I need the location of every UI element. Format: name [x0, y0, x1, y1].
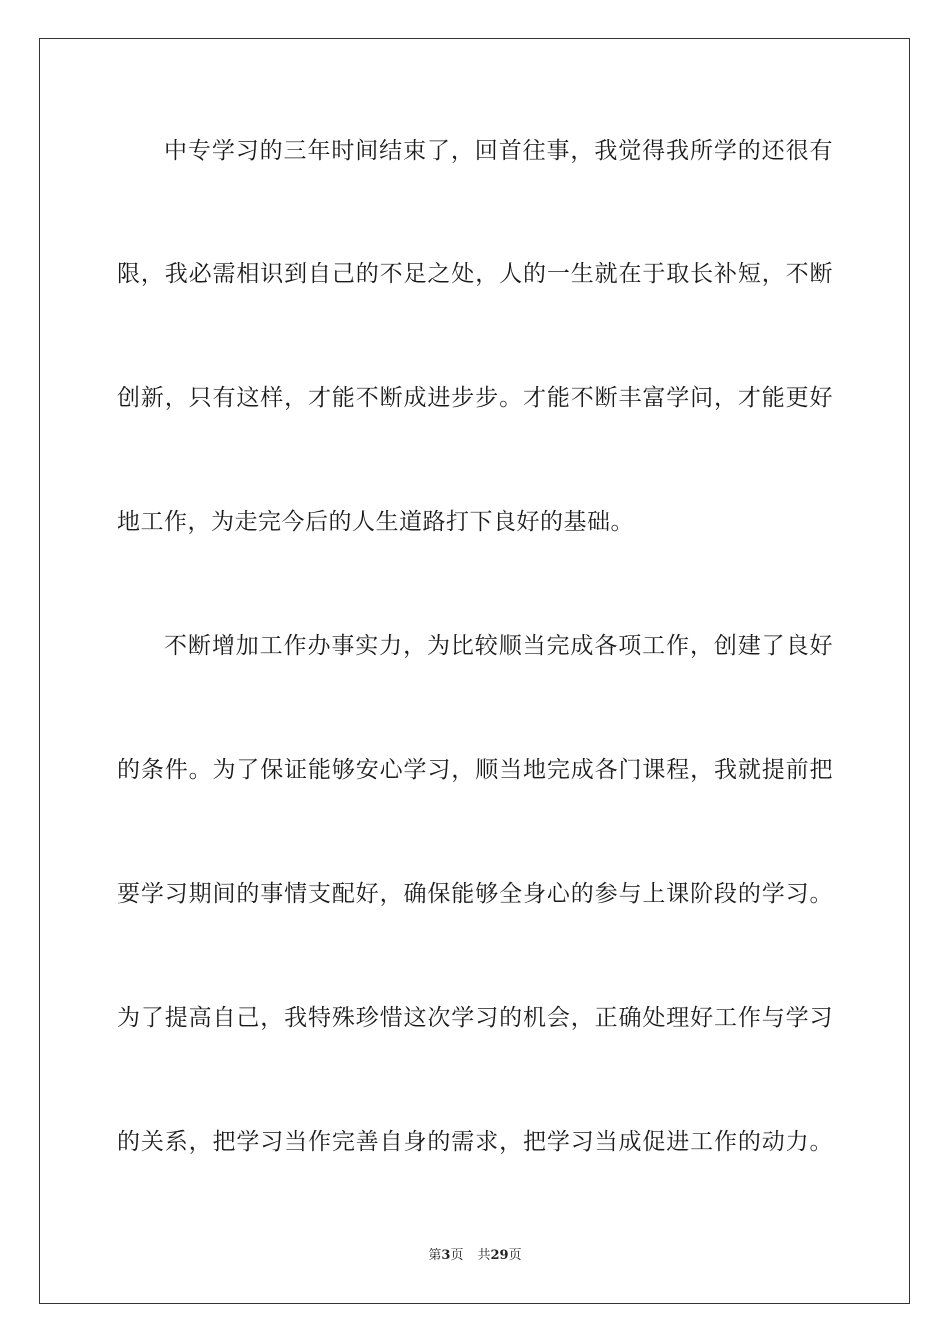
- total-pages: 29: [490, 1248, 509, 1263]
- total-suffix: 页: [508, 1248, 522, 1263]
- page-number: 3: [441, 1248, 451, 1263]
- page-prefix: 第: [428, 1248, 442, 1263]
- paragraph-2-line-3: 要学习期间的事情支配好，确保能够全身心的参与上课阶段的学习。: [117, 881, 833, 907]
- paragraph-1-line-4: 地工作，为走完今后的人生道路打下良好的基础。: [117, 509, 634, 535]
- paragraph-2-line-4: 为了提高自己，我特殊珍惜这次学习的机会，正确处理好工作与学习: [117, 1005, 833, 1031]
- page-border: [39, 38, 910, 1304]
- paragraph-2-line-5: 的关系，把学习当作完善自身的需求，把学习当成促进工作的动力。: [117, 1129, 833, 1155]
- page-suffix: 页: [450, 1248, 464, 1263]
- page-footer: [0, 1247, 950, 1265]
- paragraph-2-line-1: 不断增加工作办事实力，为比较顺当完成各项工作，创建了良好: [164, 633, 833, 659]
- total-prefix: 共: [477, 1248, 491, 1263]
- paragraph-1-line-3: 创新，只有这样，才能不断成进步步。才能不断丰富学问，才能更好: [117, 385, 833, 411]
- paragraph-2-line-2: 的条件。为了保证能够安心学习，顺当地完成各门课程，我就提前把: [117, 757, 833, 783]
- paragraph-1-line-2: 限，我必需相识到自己的不足之处，人的一生就在于取长补短，不断: [117, 261, 833, 287]
- paragraph-1-line-1: 中专学习的三年时间结束了，回首往事，我觉得我所学的还很有: [164, 138, 833, 164]
